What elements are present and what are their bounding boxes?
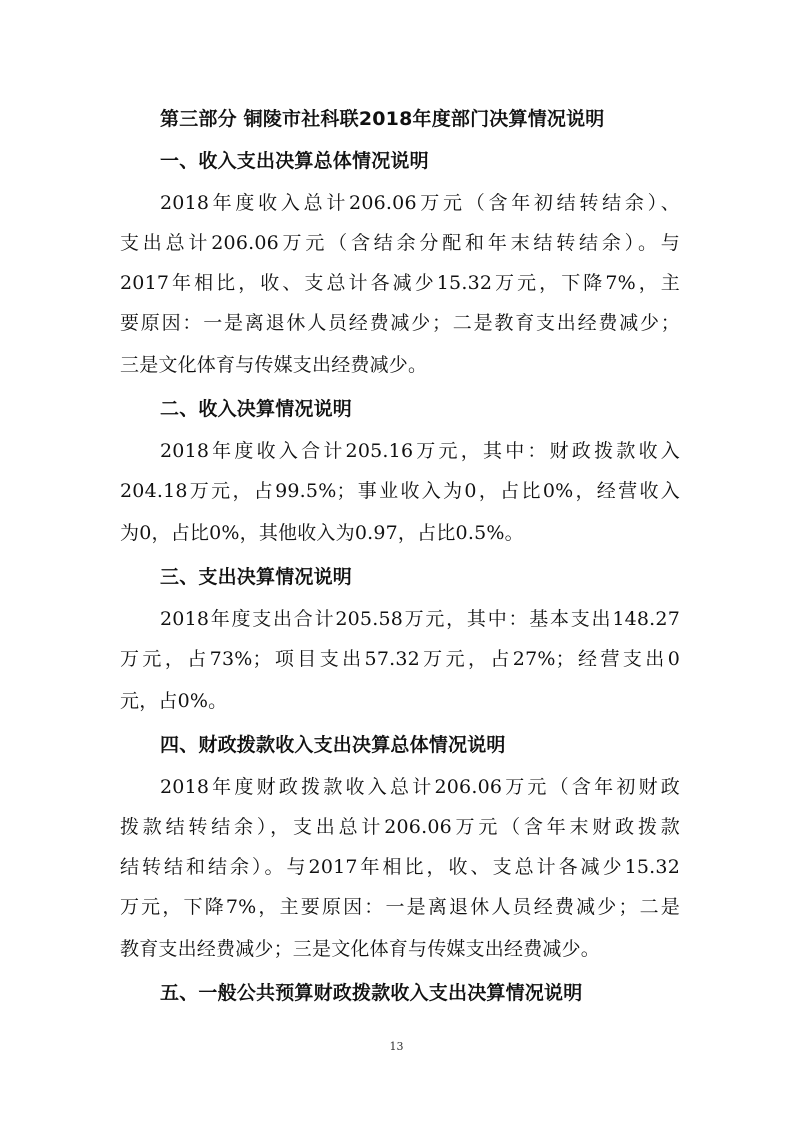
section-1-line-2: 支出总计206.06万元（含结余分配和年末结转结余）。与: [120, 232, 680, 254]
section-1-line-3: 2017年相比，收、支总计各减少15.32万元，下降7%，主: [120, 272, 680, 294]
section-heading-5: 五、一般公共预算财政拨款收入支出决算情况说明: [160, 982, 583, 1004]
section-3-line-2: 万元，占73%；项目支出57.32万元，占27%；经营支出0: [120, 648, 680, 670]
section-4-line-5: 教育支出经费减少；三是文化体育与传媒支出经费减少。: [120, 938, 601, 960]
section-heading-1: 一、收入支出决算总体情况说明: [160, 150, 429, 172]
section-4-line-1: 2018年度财政拨款收入总计206.06万元（含年初财政: [160, 776, 680, 798]
section-4-line-2: 拨款结转结余），支出总计206.06万元（含年末财政拨款: [120, 816, 680, 838]
document-title: 第三部分 铜陵市社科联2018年度部门决算情况说明: [160, 108, 605, 130]
section-1-line-4: 要原因：一是离退休人员经费减少；二是教育支出经费减少；: [120, 312, 680, 334]
section-2-line-3: 为0，占比0%，其他收入为0.97，占比0.5%。: [120, 522, 524, 544]
section-heading-3: 三、支出决算情况说明: [160, 566, 353, 588]
page-number: 13: [389, 1040, 404, 1053]
section-4-line-3: 结转结和结余）。与2017年相比，收、支总计各减少15.32: [120, 856, 680, 878]
section-heading-4: 四、财政拨款收入支出决算总体情况说明: [160, 734, 506, 756]
section-2-line-1: 2018年度收入合计205.16万元，其中：财政拨款收入: [160, 440, 680, 462]
section-heading-2: 二、收入决算情况说明: [160, 398, 353, 420]
section-1-line-1: 2018年度收入总计206.06万元（含年初结转结余）、: [160, 192, 680, 214]
section-3-line-3: 元，占0%。: [120, 690, 228, 712]
section-2-line-2: 204.18万元，占99.5%；事业收入为0，占比0%，经营收入: [120, 480, 680, 502]
section-1-line-5: 三是文化体育与传媒支出经费减少。: [120, 354, 428, 376]
section-4-line-4: 万元，下降7%，主要原因：一是离退休人员经费减少；二是: [120, 896, 680, 918]
section-3-line-1: 2018年度支出合计205.58万元，其中：基本支出148.27: [160, 608, 680, 630]
